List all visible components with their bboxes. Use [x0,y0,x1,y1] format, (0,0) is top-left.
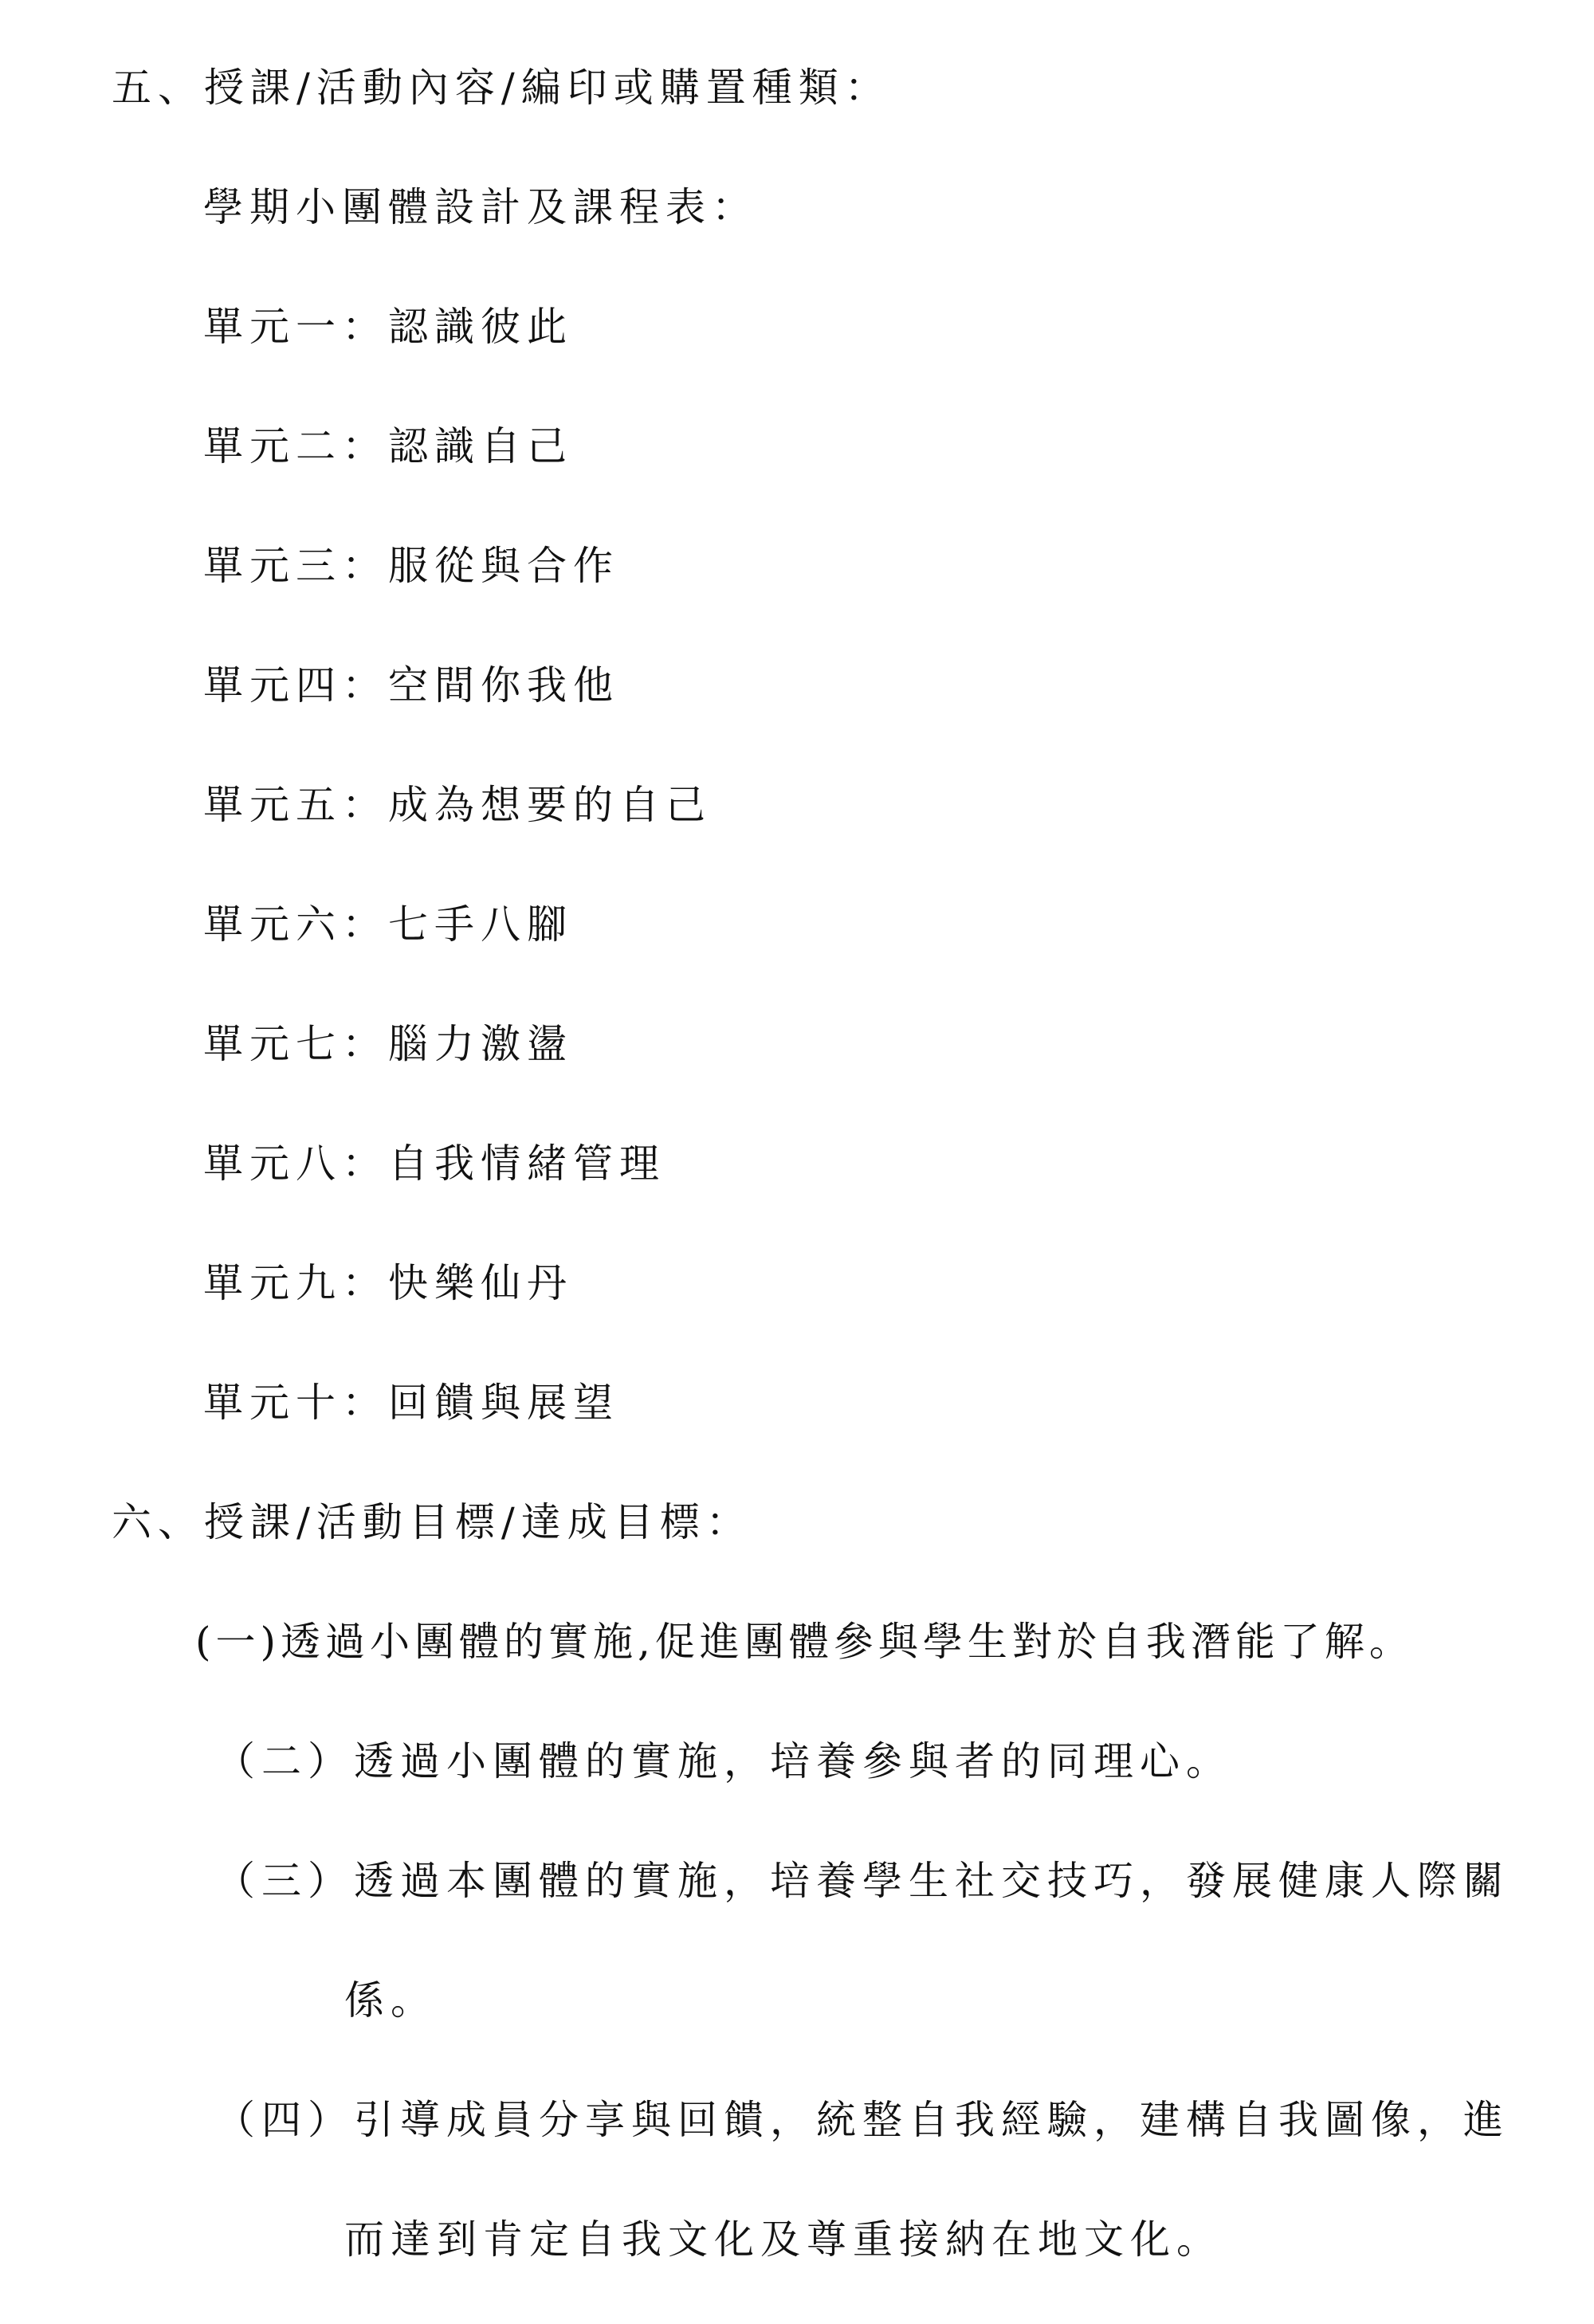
goal-4-continued: 而達到肯定自我文化及尊重接納在地文化。 [344,2216,1223,2263]
unit-9: 單元九：快樂仙丹 [203,1260,573,1306]
unit-5: 單元五：成為想要的自己 [203,782,712,828]
unit-6: 單元六：七手八腳 [203,901,573,948]
goal-2: （二）透過小團體的實施，培養參與者的同理心。 [215,1738,1232,1784]
unit-7: 單元七：腦力激盪 [203,1021,573,1067]
unit-8: 單元八：自我情緒管理 [203,1140,665,1187]
section-6-heading: 六、授課/活動目標/達成目標： [112,1499,752,1545]
unit-2: 單元二：認識自己 [203,423,573,469]
unit-10: 單元十：回饋與展望 [203,1380,619,1426]
unit-1: 單元一：認識彼此 [203,304,573,350]
course-table-title: 學期小團體設計及課程表： [203,184,758,230]
goal-4: （四）引導成員分享與回饋，統整自我經驗，建構自我圖像，進 [215,2097,1510,2143]
goal-3: （三）透過本團體的實施，培養學生社交技巧，發展健康人際關 [215,1858,1510,1904]
goal-1: (一)透過小團體的實施,促進團體參與學生對於自我潛能了解。 [195,1619,1414,1665]
unit-3: 單元三：服從與合作 [203,543,619,589]
section-5-heading: 五、授課/活動內容/編印或購置種類： [112,65,891,111]
unit-4: 單元四：空間你我他 [203,662,619,709]
goal-3-continued: 係。 [344,1977,437,2024]
